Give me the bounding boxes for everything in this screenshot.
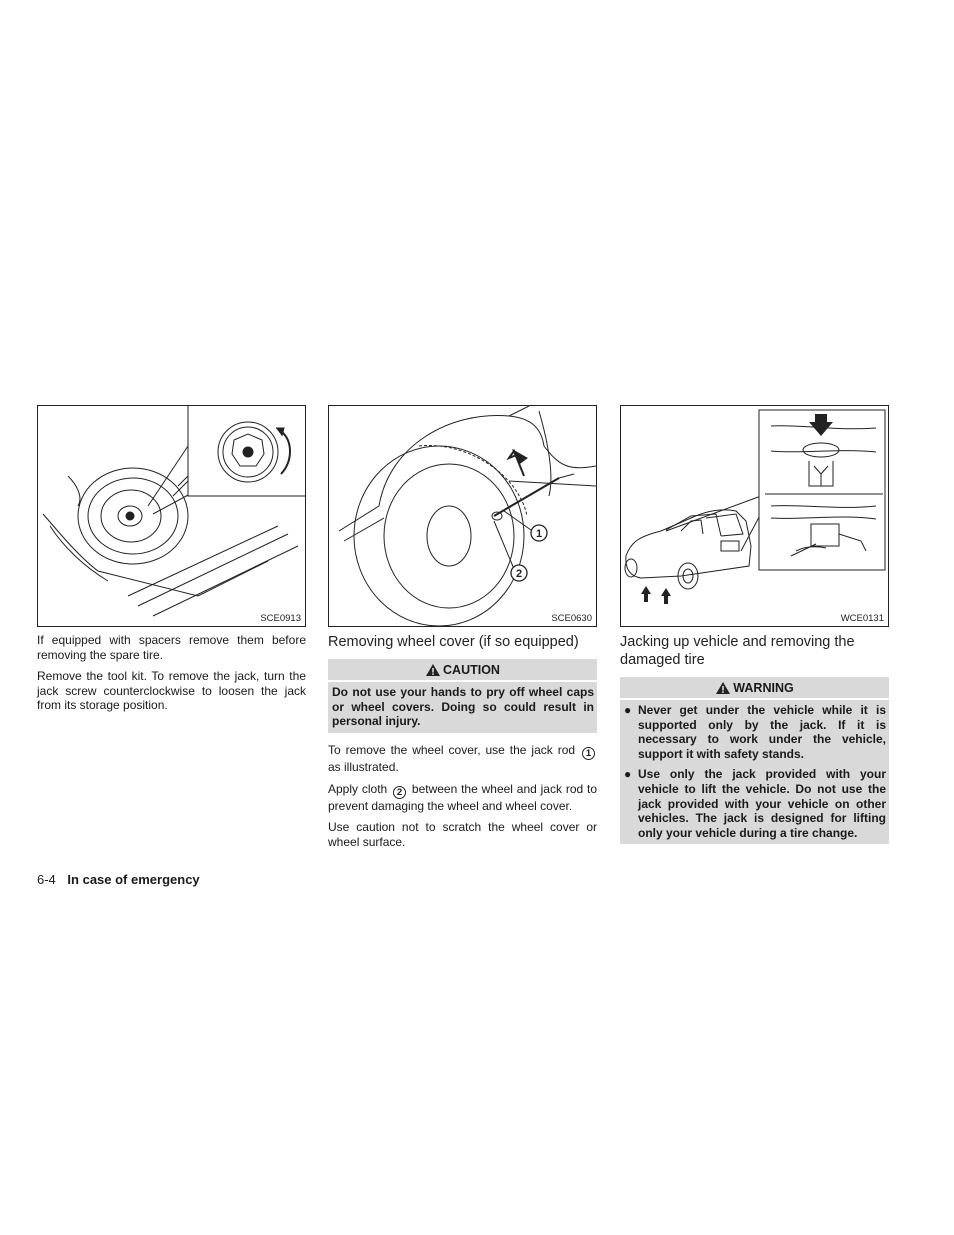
callout-1-marker: 1	[582, 747, 595, 760]
warning-header	[620, 677, 889, 700]
bullet-dot: ●	[624, 703, 632, 717]
warning-box	[620, 677, 889, 844]
page-number: 6-4	[37, 872, 56, 887]
warning-bullet	[624, 767, 886, 840]
callout-2-label: 2	[515, 568, 523, 580]
caution-box	[328, 659, 597, 733]
jack-rod-text-after: as illustrated.	[328, 760, 399, 775]
warning-triangle-icon	[425, 663, 441, 677]
warning-text	[620, 700, 889, 844]
cloth-paragraph	[328, 782, 597, 814]
figure-code: SCE0913	[260, 613, 301, 624]
column-2	[328, 405, 597, 857]
wheel-cover-illustration	[329, 406, 596, 626]
spare-tire-illustration	[38, 406, 305, 626]
section-title: In case of emergency	[67, 872, 200, 887]
jacking-figure	[620, 405, 889, 627]
remove-jack-paragraph: Remove the tool kit. To remove the jack, turn the jack screw counterclockwise to loosen the jack from its storage position.	[37, 669, 306, 713]
caution-text: Do not use your hands to pry off wheel caps or wheel covers. Doing so could result in personal injury.	[332, 685, 594, 729]
wheel-cover-figure	[328, 405, 597, 627]
callout-1-label: 1	[535, 528, 543, 540]
section-heading: Removing wheel cover (if so equipped)	[328, 634, 579, 650]
caution-header	[328, 659, 597, 682]
warning-triangle-icon	[715, 681, 731, 695]
bullet-dot: ●	[624, 767, 632, 782]
cloth-text-after: between the wheel and jack rod to prevent damaging the wheel and wheel cover.	[328, 781, 598, 813]
warning-item-text: Use only the jack provided with your vehicle to lift the vehicle. Do not use the jack provided with your vehicle on other vehicles. The jack is designed for lifting only your vehicle during a tire change.	[638, 767, 886, 840]
cloth-text-before: Apply cloth	[328, 781, 388, 796]
warning-label: WARNING	[733, 681, 794, 695]
warning-item-text: Never get under the vehicle while it is supported only by the jack. If it is necessary to work under the vehicle, support it with safety stands.	[638, 703, 886, 761]
jacking-illustration	[621, 406, 888, 626]
caution-label: CAUTION	[443, 663, 500, 677]
spare-tire-figure	[37, 405, 306, 627]
column-3	[620, 405, 889, 854]
callout-2-marker: 2	[393, 786, 406, 799]
jack-rod-text-before: To remove the wheel cover, use the jack rod	[328, 742, 576, 757]
section-heading: Jacking up vehicle and removing the damaged tire	[620, 634, 855, 668]
page-footer	[37, 872, 200, 887]
figure-code: WCE0131	[840, 613, 884, 624]
warning-bullet	[624, 703, 886, 761]
jack-rod-paragraph	[328, 743, 597, 775]
column-1	[37, 405, 306, 720]
figure-code: SCE0630	[551, 613, 592, 624]
scratch-caution-paragraph: Use caution not to scratch the wheel cover or wheel surface.	[328, 820, 597, 850]
spacers-paragraph: If equipped with spacers remove them before removing the spare tire.	[37, 633, 306, 662]
